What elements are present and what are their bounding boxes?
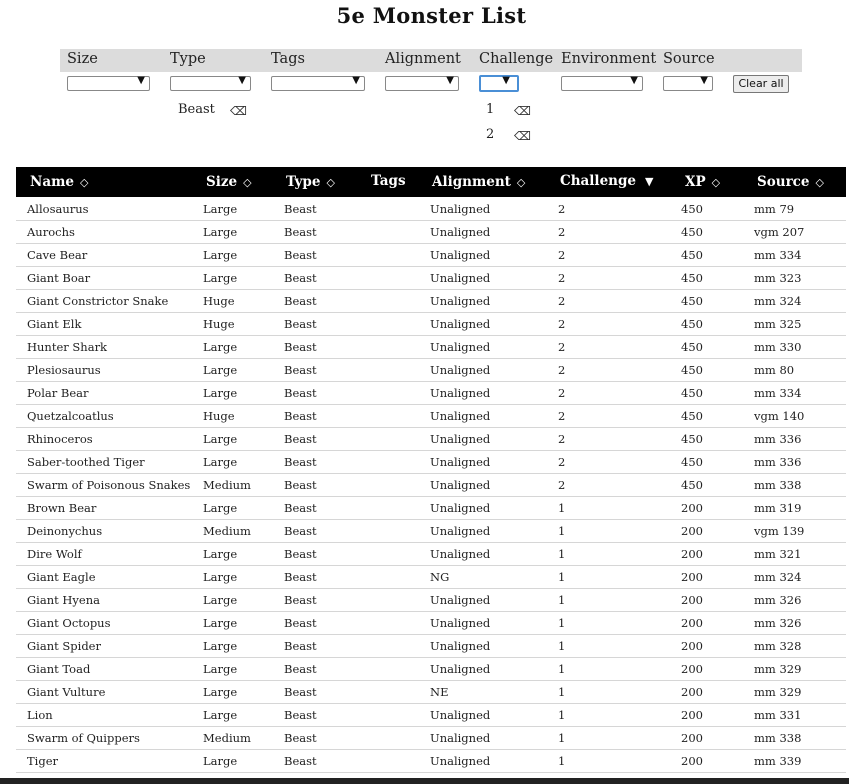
chevron-down-icon: ▼ bbox=[700, 75, 708, 86]
challenge-select[interactable] bbox=[479, 75, 519, 92]
monster-name[interactable]: Giant Eagle bbox=[27, 570, 96, 584]
sort-desc-icon: ▼ bbox=[645, 175, 654, 188]
monster-alignment: Unaligned bbox=[430, 363, 491, 377]
monster-challenge: 1 bbox=[558, 524, 566, 538]
monster-type: Beast bbox=[284, 432, 317, 446]
monster-xp: 200 bbox=[681, 685, 703, 699]
monster-type: Beast bbox=[284, 202, 317, 216]
monster-name[interactable]: Giant Toad bbox=[27, 662, 91, 676]
table-row bbox=[16, 635, 846, 658]
monster-alignment: NE bbox=[430, 685, 449, 699]
remove-filter-icon[interactable]: ⌫ bbox=[514, 104, 531, 118]
monster-xp: 450 bbox=[681, 432, 703, 446]
type-select[interactable] bbox=[170, 76, 251, 91]
monster-xp: 450 bbox=[681, 225, 703, 239]
monster-type: Beast bbox=[284, 731, 317, 745]
monster-alignment: Unaligned bbox=[430, 248, 491, 262]
monster-challenge: 2 bbox=[558, 432, 566, 446]
monster-type: Beast bbox=[284, 271, 317, 285]
monster-xp: 200 bbox=[681, 754, 703, 768]
monster-challenge: 2 bbox=[558, 202, 566, 216]
monster-name[interactable]: Swarm of Poisonous Snakes bbox=[27, 478, 191, 492]
monster-name[interactable]: Quetzalcoatlus bbox=[27, 409, 114, 423]
filter-label-type: Type bbox=[170, 51, 206, 67]
table-row bbox=[16, 497, 846, 520]
challenge-filter-chip-label: 2 bbox=[486, 127, 495, 142]
table-row bbox=[16, 727, 846, 750]
table-row bbox=[16, 612, 846, 635]
monster-size: Medium bbox=[203, 524, 251, 538]
monster-type: Beast bbox=[284, 662, 317, 676]
table-row bbox=[16, 520, 846, 543]
monster-type: Beast bbox=[284, 685, 317, 699]
monster-challenge: 2 bbox=[558, 340, 566, 354]
monster-alignment: Unaligned bbox=[430, 501, 491, 515]
filter-header bbox=[60, 49, 802, 72]
monster-type: Beast bbox=[284, 570, 317, 584]
monster-xp: 450 bbox=[681, 317, 703, 331]
monster-size: Large bbox=[203, 432, 238, 446]
monster-source: mm 331 bbox=[754, 708, 802, 722]
monster-name[interactable]: Giant Hyena bbox=[27, 593, 100, 607]
alignment-select[interactable] bbox=[385, 76, 459, 91]
monster-name[interactable]: Plesiosaurus bbox=[27, 363, 101, 377]
monster-alignment: Unaligned bbox=[430, 662, 491, 676]
environment-select[interactable] bbox=[561, 76, 643, 91]
chevron-down-icon: ▼ bbox=[502, 75, 510, 86]
monster-type: Beast bbox=[284, 524, 317, 538]
monster-xp: 450 bbox=[681, 271, 703, 285]
table-row bbox=[16, 566, 846, 589]
monster-xp: 450 bbox=[681, 386, 703, 400]
monster-type: Beast bbox=[284, 547, 317, 561]
monster-name[interactable]: Swarm of Quippers bbox=[27, 731, 140, 745]
page-bottom-bar bbox=[0, 778, 849, 784]
monster-alignment: Unaligned bbox=[430, 409, 491, 423]
monster-challenge: 2 bbox=[558, 455, 566, 469]
monster-challenge: 1 bbox=[558, 708, 566, 722]
sort-icon: ◇ bbox=[516, 176, 526, 189]
monster-alignment: Unaligned bbox=[430, 547, 491, 561]
monster-alignment: Unaligned bbox=[430, 524, 491, 538]
monster-xp: 450 bbox=[681, 294, 703, 308]
table-row bbox=[16, 704, 846, 727]
monster-name[interactable]: Hunter Shark bbox=[27, 340, 108, 354]
monster-xp: 450 bbox=[681, 478, 703, 492]
monster-size: Medium bbox=[203, 478, 251, 492]
monster-alignment: Unaligned bbox=[430, 294, 491, 308]
monster-source: mm 329 bbox=[754, 662, 802, 676]
monster-size: Large bbox=[203, 593, 238, 607]
monster-source: mm 334 bbox=[754, 248, 802, 262]
monster-source: mm 323 bbox=[754, 271, 802, 285]
monster-challenge: 1 bbox=[558, 731, 566, 745]
monster-size: Large bbox=[203, 662, 238, 676]
monster-source: mm 324 bbox=[754, 294, 802, 308]
monster-challenge: 2 bbox=[558, 271, 566, 285]
table-row bbox=[16, 221, 846, 244]
monster-size: Huge bbox=[203, 294, 235, 308]
monster-xp: 200 bbox=[681, 639, 703, 653]
monster-source: mm 319 bbox=[754, 501, 802, 515]
monster-xp: 450 bbox=[681, 455, 703, 469]
monster-xp: 200 bbox=[681, 662, 703, 676]
monster-size: Huge bbox=[203, 409, 235, 423]
monster-size: Large bbox=[203, 570, 238, 584]
monster-name[interactable]: Allosaurus bbox=[27, 202, 89, 216]
table-row bbox=[16, 474, 846, 497]
monster-name[interactable]: Deinonychus bbox=[27, 524, 103, 538]
monster-type: Beast bbox=[284, 225, 317, 239]
filter-label-size: Size bbox=[67, 51, 98, 67]
column-header-xp[interactable]: XP ◇ bbox=[685, 174, 721, 190]
filter-label-environment: Environment bbox=[561, 51, 657, 67]
monster-size: Large bbox=[203, 363, 238, 377]
table-row bbox=[16, 290, 846, 313]
monster-challenge: 2 bbox=[558, 478, 566, 492]
monster-type: Beast bbox=[284, 639, 317, 653]
table-row bbox=[16, 359, 846, 382]
monster-source: mm 329 bbox=[754, 685, 802, 699]
monster-alignment: Unaligned bbox=[430, 225, 491, 239]
monster-alignment: Unaligned bbox=[430, 432, 491, 446]
monster-size: Huge bbox=[203, 317, 235, 331]
table-row bbox=[16, 336, 846, 359]
monster-alignment: Unaligned bbox=[430, 593, 491, 607]
monster-source: mm 80 bbox=[754, 363, 795, 377]
column-header-name[interactable]: Name ◇ bbox=[30, 174, 89, 190]
monster-xp: 450 bbox=[681, 202, 703, 216]
monster-size: Medium bbox=[203, 731, 251, 745]
table-row bbox=[16, 405, 846, 428]
monster-challenge: 1 bbox=[558, 501, 566, 515]
monster-challenge: 1 bbox=[558, 662, 566, 676]
filter-label-challenge: Challenge bbox=[479, 51, 554, 67]
monster-alignment: Unaligned bbox=[430, 731, 491, 745]
monster-alignment: Unaligned bbox=[430, 202, 491, 216]
monster-xp: 200 bbox=[681, 547, 703, 561]
monster-source: mm 328 bbox=[754, 639, 802, 653]
remove-filter-icon[interactable]: ⌫ bbox=[514, 129, 531, 143]
tags-select[interactable] bbox=[271, 76, 365, 91]
monster-challenge: 1 bbox=[558, 754, 566, 768]
table-row bbox=[16, 313, 846, 336]
monster-type: Beast bbox=[284, 616, 317, 630]
monster-alignment: Unaligned bbox=[430, 478, 491, 492]
monster-table-body bbox=[16, 198, 846, 773]
monster-type: Beast bbox=[284, 248, 317, 262]
monster-name[interactable]: Saber-toothed Tiger bbox=[27, 455, 145, 469]
table-row bbox=[16, 543, 846, 566]
monster-challenge: 2 bbox=[558, 386, 566, 400]
monster-alignment: Unaligned bbox=[430, 754, 491, 768]
source-select[interactable] bbox=[663, 76, 713, 91]
monster-name[interactable]: Giant Elk bbox=[27, 317, 82, 331]
sort-icon: ◇ bbox=[326, 176, 335, 189]
monster-source: mm 326 bbox=[754, 593, 802, 607]
monster-source: vgm 207 bbox=[754, 225, 805, 239]
monster-source: mm 324 bbox=[754, 570, 802, 584]
monster-type: Beast bbox=[284, 294, 317, 308]
column-header-alignment[interactable]: Alignment ◇ bbox=[432, 174, 526, 190]
monster-source: mm 325 bbox=[754, 317, 802, 331]
monster-name[interactable]: Aurochs bbox=[27, 225, 75, 239]
monster-xp: 200 bbox=[681, 593, 703, 607]
monster-source: mm 334 bbox=[754, 386, 802, 400]
challenge-filter-chip-label: 1 bbox=[486, 102, 495, 117]
monster-challenge: 1 bbox=[558, 547, 566, 561]
column-header-tags: Tags bbox=[371, 173, 406, 189]
monster-name[interactable]: Cave Bear bbox=[27, 248, 88, 262]
monster-type: Beast bbox=[284, 501, 317, 515]
table-row bbox=[16, 681, 846, 704]
monster-alignment: Unaligned bbox=[430, 271, 491, 285]
table-row bbox=[16, 451, 846, 474]
monster-size: Large bbox=[203, 248, 238, 262]
monster-challenge: 1 bbox=[558, 593, 566, 607]
monster-source: mm 338 bbox=[754, 478, 802, 492]
table-row bbox=[16, 428, 846, 451]
table-row bbox=[16, 267, 846, 290]
monster-size: Large bbox=[203, 639, 238, 653]
monster-source: mm 336 bbox=[754, 455, 802, 469]
monster-name[interactable]: Giant Boar bbox=[27, 271, 91, 285]
column-header-challenge[interactable]: Challenge ▼ bbox=[560, 173, 654, 189]
monster-size: Large bbox=[203, 340, 238, 354]
chevron-down-icon: ▼ bbox=[446, 75, 454, 86]
filter-label-source: Source bbox=[663, 51, 715, 67]
monster-size: Large bbox=[203, 455, 238, 469]
monster-source: mm 326 bbox=[754, 616, 802, 630]
monster-type: Beast bbox=[284, 708, 317, 722]
monster-alignment: Unaligned bbox=[430, 455, 491, 469]
monster-challenge: 1 bbox=[558, 616, 566, 630]
filter-label-tags: Tags bbox=[271, 51, 305, 67]
monster-name[interactable]: Giant Vulture bbox=[27, 685, 106, 699]
monster-name[interactable]: Giant Octopus bbox=[27, 616, 111, 630]
clear-all-button[interactable]: Clear all bbox=[733, 75, 789, 93]
sort-icon: ◇ bbox=[815, 176, 824, 189]
monster-alignment: Unaligned bbox=[430, 616, 491, 630]
monster-type: Beast bbox=[284, 754, 317, 768]
monster-name[interactable]: Giant Spider bbox=[27, 639, 101, 653]
monster-type: Beast bbox=[284, 317, 317, 331]
monster-alignment: Unaligned bbox=[430, 639, 491, 653]
monster-size: Large bbox=[203, 754, 238, 768]
monster-challenge: 2 bbox=[558, 363, 566, 377]
monster-challenge: 2 bbox=[558, 409, 566, 423]
filter-label-alignment: Alignment bbox=[385, 51, 461, 67]
table-row bbox=[16, 750, 846, 773]
page-title: 5e Monster List bbox=[336, 3, 527, 28]
monster-source: mm 79 bbox=[754, 202, 795, 216]
monster-name[interactable]: Rhinoceros bbox=[27, 432, 93, 446]
monster-alignment: Unaligned bbox=[430, 708, 491, 722]
monster-source: mm 339 bbox=[754, 754, 802, 768]
column-header-source[interactable]: Source ◇ bbox=[757, 174, 824, 190]
monster-xp: 200 bbox=[681, 616, 703, 630]
monster-source: mm 321 bbox=[754, 547, 802, 561]
monster-challenge: 2 bbox=[558, 225, 566, 239]
size-select[interactable] bbox=[67, 76, 150, 91]
monster-name[interactable]: Lion bbox=[27, 708, 53, 722]
monster-name[interactable]: Polar Bear bbox=[27, 386, 89, 400]
monster-challenge: 2 bbox=[558, 317, 566, 331]
sort-icon: ◇ bbox=[243, 176, 252, 189]
table-row bbox=[16, 198, 846, 221]
table-header bbox=[16, 167, 846, 197]
monster-name[interactable]: Brown Bear bbox=[27, 501, 97, 515]
column-header-size[interactable]: Size ◇ bbox=[206, 174, 252, 190]
monster-type: Beast bbox=[284, 340, 317, 354]
monster-alignment: Unaligned bbox=[430, 317, 491, 331]
monster-size: Large bbox=[203, 202, 238, 216]
monster-size: Large bbox=[203, 547, 238, 561]
monster-xp: 450 bbox=[681, 409, 703, 423]
monster-size: Large bbox=[203, 386, 238, 400]
table-row bbox=[16, 382, 846, 405]
monster-challenge: 1 bbox=[558, 570, 566, 584]
table-row bbox=[16, 658, 846, 681]
sort-icon: ◇ bbox=[79, 176, 89, 189]
monster-source: mm 338 bbox=[754, 731, 802, 745]
remove-filter-icon[interactable]: ⌫ bbox=[230, 104, 247, 118]
monster-source: mm 330 bbox=[754, 340, 802, 354]
monster-challenge: 2 bbox=[558, 248, 566, 262]
monster-name[interactable]: Dire Wolf bbox=[27, 547, 82, 561]
monster-type: Beast bbox=[284, 386, 317, 400]
table-row bbox=[16, 589, 846, 612]
monster-source: vgm 140 bbox=[754, 409, 805, 423]
monster-challenge: 1 bbox=[558, 639, 566, 653]
monster-xp: 200 bbox=[681, 501, 703, 515]
table-row bbox=[16, 244, 846, 267]
type-filter-chip-label: Beast bbox=[178, 102, 215, 117]
chevron-down-icon: ▼ bbox=[352, 75, 360, 86]
chevron-down-icon: ▼ bbox=[630, 75, 638, 86]
monster-xp: 450 bbox=[681, 248, 703, 262]
monster-size: Large bbox=[203, 225, 238, 239]
chevron-down-icon: ▼ bbox=[238, 75, 246, 86]
monster-size: Large bbox=[203, 708, 238, 722]
monster-type: Beast bbox=[284, 593, 317, 607]
monster-type: Beast bbox=[284, 409, 317, 423]
monster-size: Large bbox=[203, 616, 238, 630]
sort-icon: ◇ bbox=[711, 176, 721, 189]
monster-alignment: Unaligned bbox=[430, 340, 491, 354]
monster-xp: 200 bbox=[681, 570, 703, 584]
monster-name[interactable]: Tiger bbox=[27, 754, 59, 768]
monster-xp: 200 bbox=[681, 708, 703, 722]
monster-name[interactable]: Giant Constrictor Snake bbox=[27, 294, 169, 308]
monster-xp: 200 bbox=[681, 731, 703, 745]
monster-size: Large bbox=[203, 501, 238, 515]
monster-challenge: 1 bbox=[558, 685, 566, 699]
monster-size: Large bbox=[203, 685, 238, 699]
monster-alignment: Unaligned bbox=[430, 386, 491, 400]
monster-alignment: NG bbox=[430, 570, 450, 584]
monster-xp: 200 bbox=[681, 524, 703, 538]
monster-type: Beast bbox=[284, 363, 317, 377]
monster-challenge: 2 bbox=[558, 294, 566, 308]
monster-source: vgm 139 bbox=[754, 524, 805, 538]
monster-xp: 450 bbox=[681, 363, 703, 377]
column-header-type[interactable]: Type ◇ bbox=[286, 174, 335, 190]
monster-type: Beast bbox=[284, 478, 317, 492]
monster-size: Large bbox=[203, 271, 238, 285]
chevron-down-icon: ▼ bbox=[137, 75, 145, 86]
monster-source: mm 336 bbox=[754, 432, 802, 446]
monster-type: Beast bbox=[284, 455, 317, 469]
monster-xp: 450 bbox=[681, 340, 703, 354]
